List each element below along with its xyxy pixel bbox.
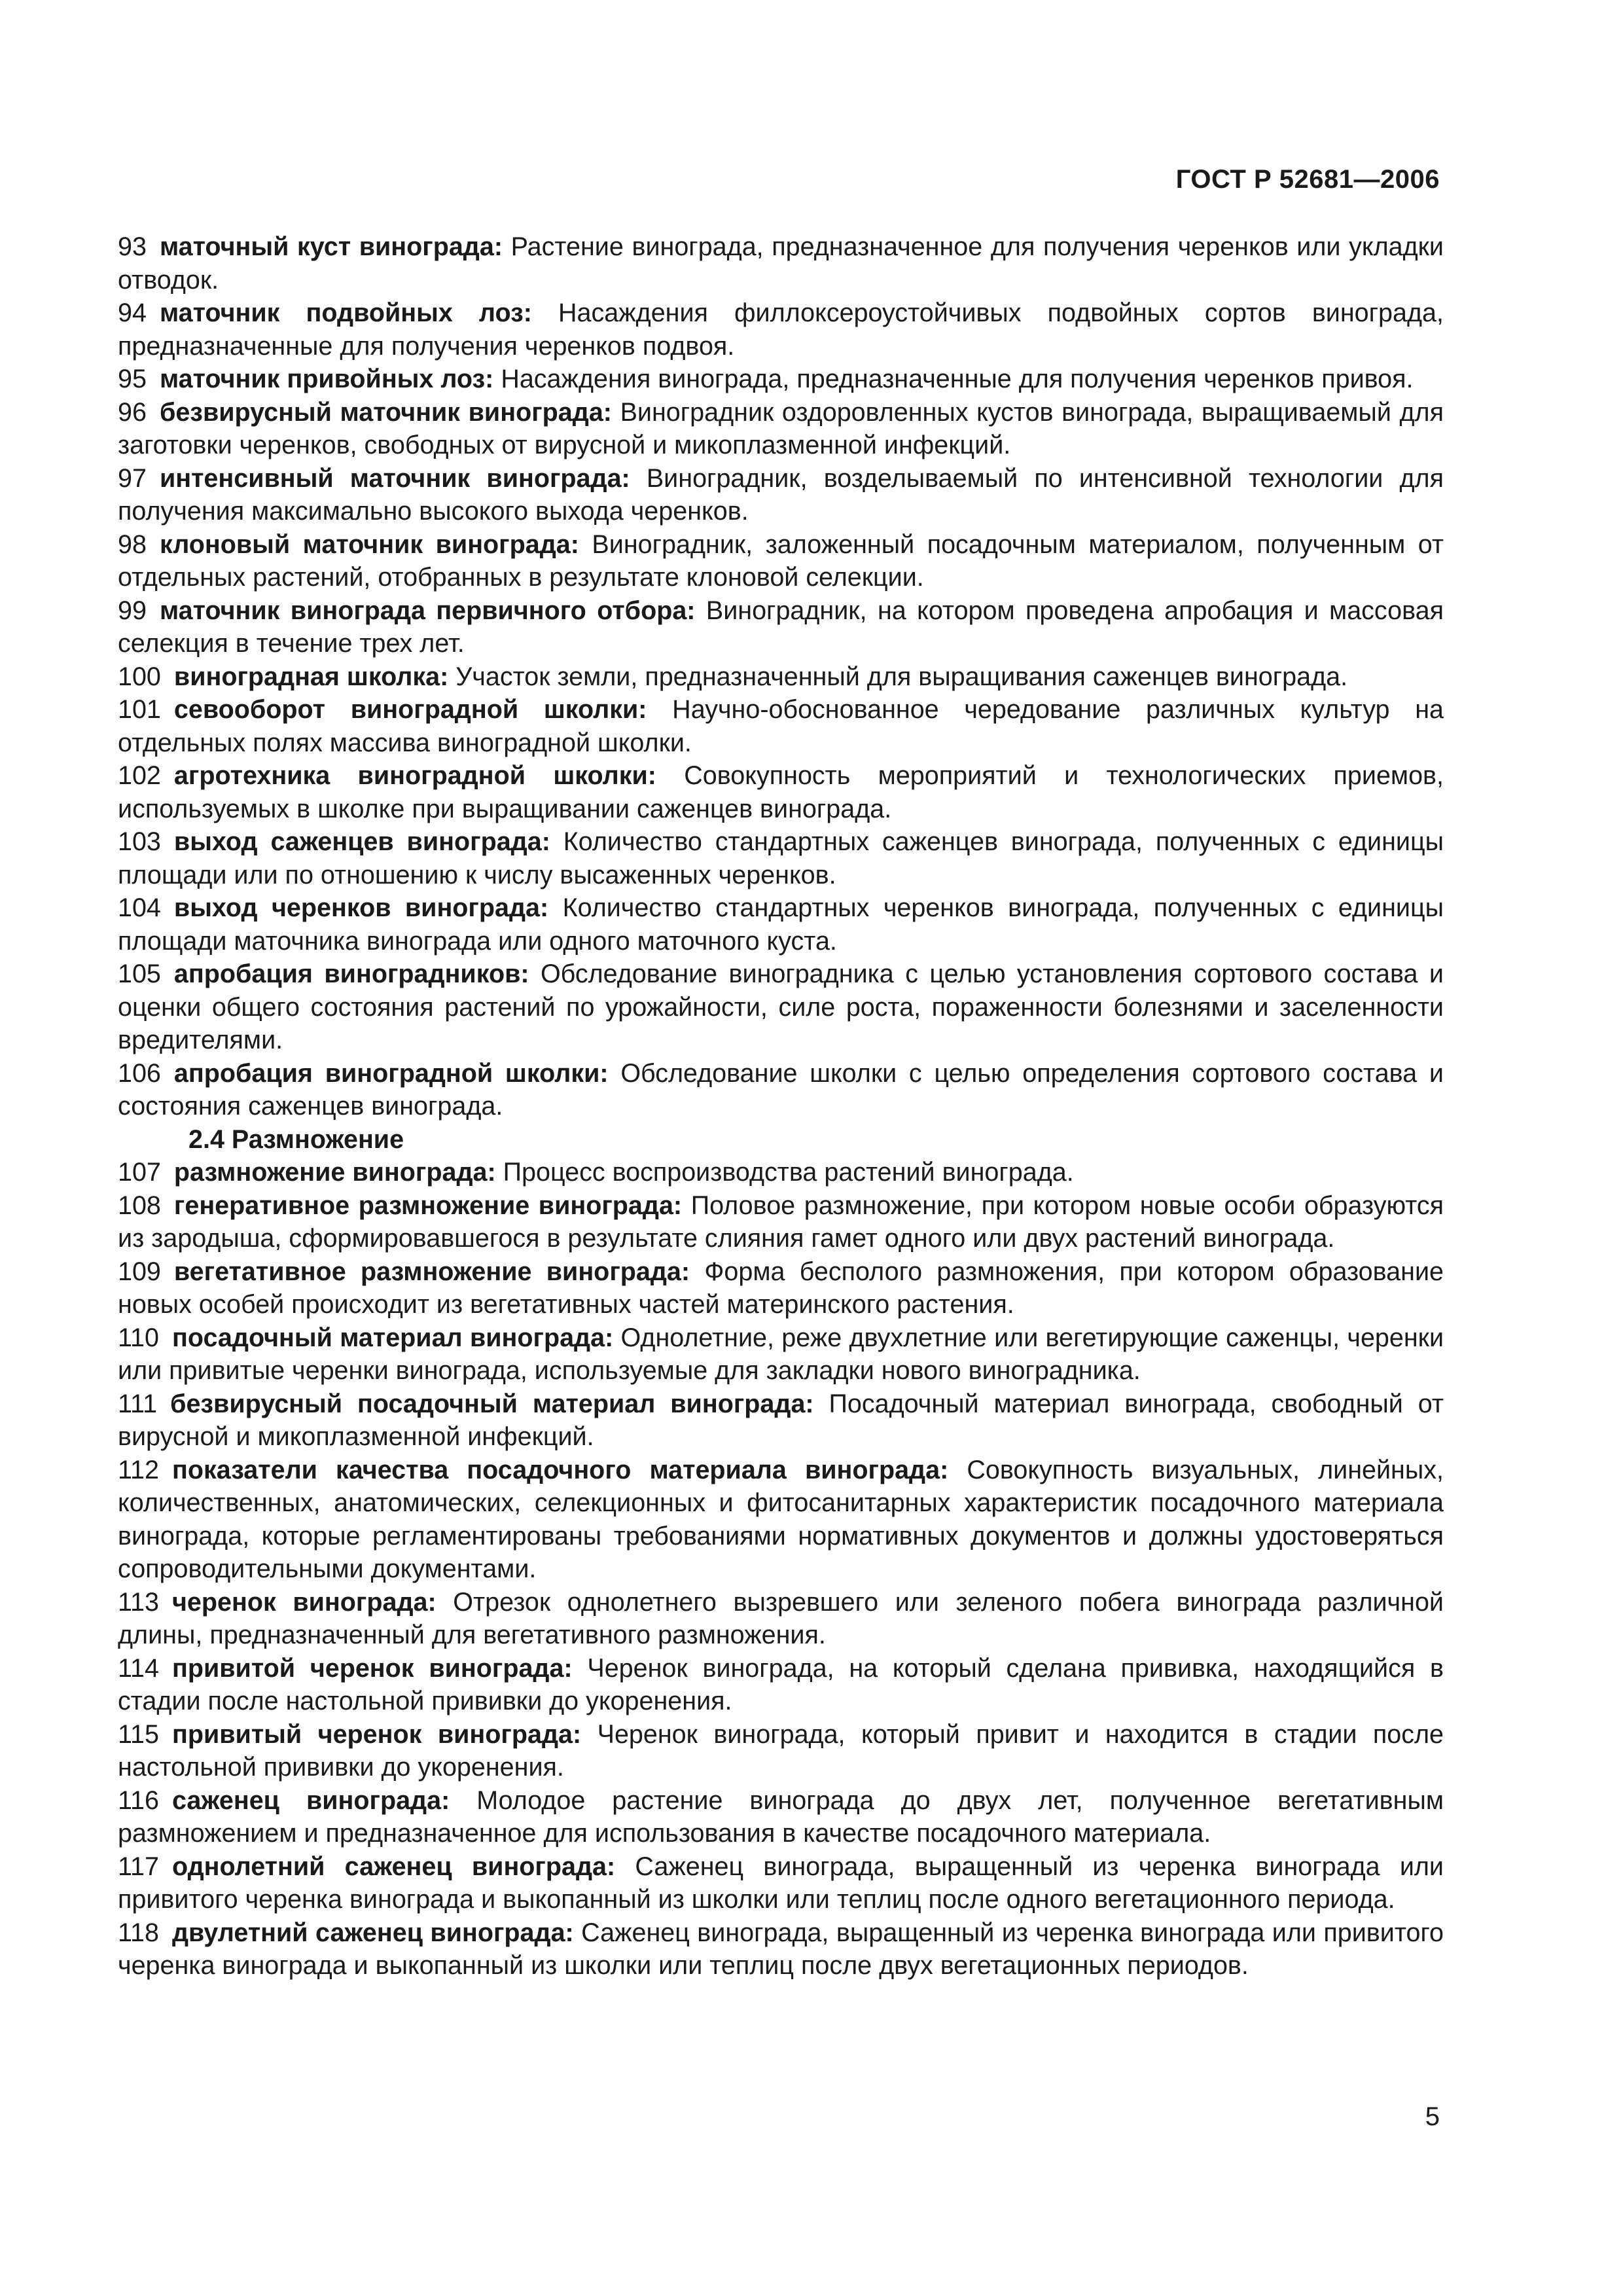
term-definition: Насаждения винограда, предназначенные для получения черенков привоя. <box>493 365 1414 393</box>
term-definition: Количество стандартных саженцев винограда, полученных с единицы площади или по отношению к числу высаженных черенков. <box>118 827 1444 889</box>
term-entry <box>118 396 1444 462</box>
term-name: маточник подвойных лоз: <box>159 298 532 327</box>
term-entry <box>118 1718 1444 1784</box>
term-number: 110 <box>118 1323 159 1352</box>
term-name: маточный куст винограда: <box>159 232 503 261</box>
term-entry <box>118 1916 1444 1982</box>
term-definition: Черенок винограда, который привит и находится в стадии после настольной прививки до укоренения. <box>118 1719 1444 1782</box>
term-name: вегетативное размножение винограда: <box>173 1257 690 1286</box>
term-name: безвирусный посадочный материал винограда: <box>170 1389 814 1418</box>
term-number: 98 <box>118 529 147 559</box>
term-name: выход саженцев винограда: <box>173 827 550 856</box>
term-name: безвирусный маточник винограда: <box>159 397 612 427</box>
section-heading: 2.4 Размножение <box>188 1124 404 1154</box>
term-definition: Совокупность мероприятий и технологических приемов, используемых в школке при выращивании саженцев винограда. <box>118 761 1444 823</box>
term-definition: Отрезок однолетнего вызревшего или зеленого побега винограда различной длины, предназначенный для вегетативного размножения. <box>118 1587 1444 1649</box>
term-number: 106 <box>118 1058 161 1088</box>
term-entry <box>118 825 1444 891</box>
term-entry <box>118 1057 1444 1123</box>
term-entry <box>118 296 1444 363</box>
term-name: саженец винограда: <box>171 1785 450 1815</box>
term-entry <box>118 1850 1444 1916</box>
term-definition: Саженец винограда, выращенный из черенка винограда или привитого черенка винограда и выкопанный из школки или теплиц после одного вегетационного периода. <box>118 1852 1444 1914</box>
term-number: 103 <box>118 827 161 856</box>
term-definition: Обследование виноградника с целью установления сортового состава и оценки общего состояния растений по урожайности, силе роста, пораженности болезнями и заселенности вредителями. <box>118 960 1444 1054</box>
term-name: привитой черенок винограда: <box>171 1653 573 1683</box>
term-number: 102 <box>118 761 161 790</box>
term-number: 118 <box>118 1918 159 1947</box>
term-number: 93 <box>118 232 147 261</box>
term-entry <box>118 958 1444 1057</box>
term-number: 100 <box>118 662 161 691</box>
term-entry <box>118 1784 1444 1850</box>
term-definition: Обследование школки с целью определения сортового состава и состояния саженцев винограда. <box>118 1058 1444 1121</box>
term-number: 104 <box>118 893 161 922</box>
term-entry <box>118 462 1444 528</box>
term-number: 105 <box>118 960 161 988</box>
term-number: 116 <box>118 1785 159 1815</box>
term-number: 108 <box>118 1191 161 1220</box>
term-entry <box>118 1321 1444 1388</box>
term-entry <box>118 363 1444 396</box>
term-definition: Участок земли, предназначенный для выращивания саженцев винограда. <box>448 662 1348 691</box>
term-number: 101 <box>118 695 161 724</box>
term-number: 112 <box>118 1455 159 1484</box>
term-number: 114 <box>118 1653 159 1683</box>
term-name: интенсивный маточник винограда: <box>159 463 630 493</box>
term-definition: Половое размножение, при котором новые особи образуются из зародыша, сформировавшегося в результате слияния гамет одного или двух растений винограда. <box>118 1191 1444 1253</box>
term-number: 107 <box>118 1158 161 1187</box>
term-entry <box>118 230 1444 296</box>
term-definition: Посадочный материал винограда, свободный от вирусной и микоплазменной инфекций. <box>118 1389 1444 1451</box>
document-body <box>118 230 1444 1982</box>
term-entry <box>118 1388 1444 1454</box>
term-entry <box>118 1156 1444 1189</box>
term-definition: Виноградник, заложенный посадочным материалом, полученным от отдельных растений, отобранных в результате клоновой селекции. <box>118 529 1444 592</box>
term-entry <box>118 1454 1444 1586</box>
term-name: двулетний саженец винограда: <box>171 1918 574 1947</box>
term-definition: Виноградник оздоровленных кустов винограда, выращиваемый для заготовки черенков, свободных от вирусной и микоплазменной инфекций. <box>118 397 1444 459</box>
term-entry <box>118 528 1444 594</box>
term-number: 95 <box>118 365 147 393</box>
term-definition: Черенок винограда, на который сделана прививка, находящийся в стадии после настольной прививки до укоренения. <box>118 1653 1444 1715</box>
term-name: показатели качества посадочного материала винограда: <box>171 1455 949 1484</box>
term-number: 96 <box>118 397 147 427</box>
term-definition: Молодое растение винограда до двух лет, полученное вегетативным размножением и предназначенное для использования в качестве посадочного материала. <box>118 1785 1444 1848</box>
term-name: виноградная школка: <box>173 662 449 691</box>
term-name: севооборот виноградной школки: <box>173 695 647 724</box>
term-entry <box>118 891 1444 958</box>
term-entry <box>118 1652 1444 1718</box>
term-name: выход черенков винограда: <box>173 893 549 922</box>
term-entry <box>118 1255 1444 1321</box>
term-name: апробация виноградников: <box>173 960 529 988</box>
term-number: 111 <box>118 1389 158 1418</box>
term-name: агротехника виноградной школки: <box>173 761 656 790</box>
term-name: клоновый маточник винограда: <box>159 529 579 559</box>
term-name: посадочный материал винограда: <box>171 1323 614 1352</box>
term-entry <box>118 759 1444 825</box>
term-name: размножение винограда: <box>173 1158 496 1187</box>
document-code: ГОСТ Р 52681—2006 <box>1175 165 1440 194</box>
term-entry <box>118 1189 1444 1255</box>
term-definition: Растение винограда, предназначенное для получения черенков или укладки отводок. <box>118 232 1444 295</box>
term-definition: Форма бесполого размножения, при котором образование новых особей происходит из вегетативных частей материнского растения. <box>118 1257 1444 1319</box>
term-number: 99 <box>118 596 147 625</box>
term-name: маточник винограда первичного отбора: <box>159 596 696 625</box>
term-definition: Однолетние, реже двухлетние или вегетирующие саженцы, черенки или привитые черенки винограда, используемые для закладки нового виноградника. <box>118 1323 1444 1385</box>
term-number: 109 <box>118 1257 161 1286</box>
term-list-part2 <box>118 1156 1444 1982</box>
term-definition: Научно-обоснованное чередование различных культур на отдельных полях массива виноградной школки. <box>118 695 1444 757</box>
term-name: черенок винограда: <box>171 1587 437 1617</box>
term-definition: Количество стандартных черенков винограда, полученных с единицы площади маточника винограда или одного маточного куста. <box>118 893 1444 956</box>
term-number: 113 <box>118 1587 159 1617</box>
term-definition: Виноградник, возделываемый по интенсивной технологии для получения максимально высокого выхода черенков. <box>118 463 1444 526</box>
term-list-part1 <box>118 230 1444 1123</box>
term-entry <box>118 594 1444 660</box>
term-number: 94 <box>118 298 147 327</box>
term-definition: Процесс воспроизводства растений винограда. <box>495 1158 1074 1187</box>
term-number: 115 <box>118 1719 159 1749</box>
term-definition: Саженец винограда, выращенный из черенка винограда или привитого черенка винограда и выкопанный из школки или теплиц после двух вегетационных периодов. <box>118 1918 1444 1980</box>
term-name: апробация виноградной школки: <box>173 1058 609 1088</box>
term-definition: Совокупность визуальных, линейных, количественных, анатомических, селекционных и фитосанитарных характеристик посадочного материала винограда, которые регламентированы требованиями нормативных документов и должны удостоверяться сопроводительными документами. <box>118 1455 1444 1583</box>
term-entry <box>118 660 1444 694</box>
term-number: 97 <box>118 463 147 493</box>
term-definition: Виноградник, на котором проведена апробация и массовая селекция в течение трех лет. <box>118 596 1444 658</box>
term-entry <box>118 1586 1444 1652</box>
term-name: однолетний саженец винограда: <box>171 1852 616 1881</box>
term-definition: Насаждения филлоксероустойчивых подвойных сортов винограда, предназначенные для получения черенков подвоя. <box>118 298 1444 361</box>
term-name: генеративное размножение винограда: <box>173 1191 683 1220</box>
page-number: 5 <box>1425 2102 1440 2131</box>
term-name: маточник привойных лоз: <box>159 365 494 393</box>
term-name: привитый черенок винограда: <box>171 1719 582 1749</box>
term-entry <box>118 693 1444 759</box>
term-number: 117 <box>118 1852 159 1881</box>
